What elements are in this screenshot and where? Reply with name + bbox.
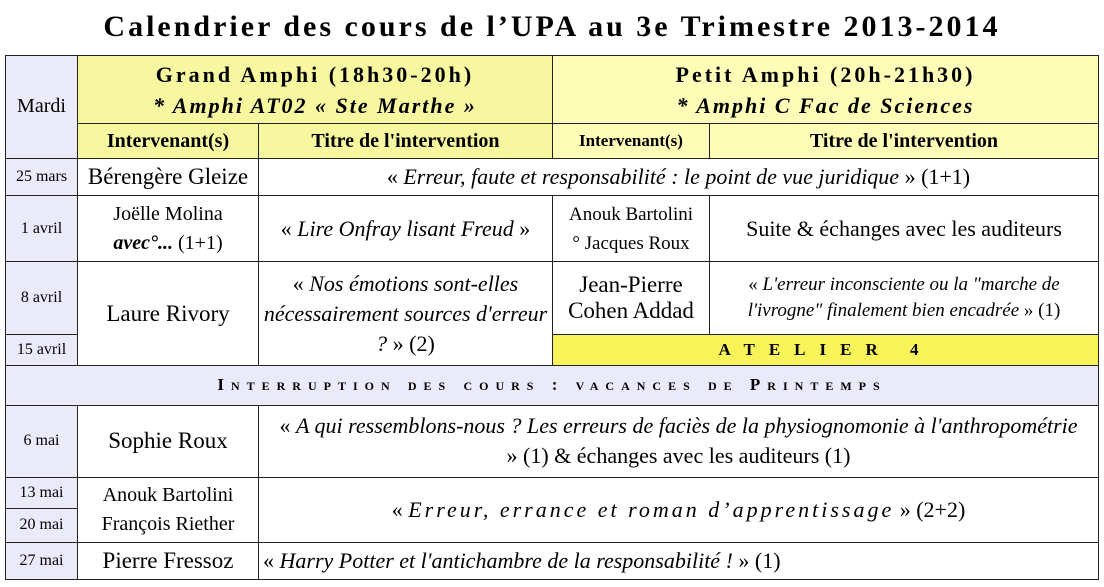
- talk-title: A qui ressemblons-nous ? Les erreurs de faciès de la physiognomonie à l'anthropométrie: [295, 413, 1078, 439]
- row-speaker: Bérengère Gleize: [78, 158, 259, 195]
- row-speaker: [78, 478, 259, 542]
- row-date: 13 mai: [6, 478, 78, 509]
- row-date: 8 avril: [6, 262, 78, 335]
- table-row: [6, 158, 1099, 195]
- row-date: 27 mai: [6, 542, 78, 579]
- petit-speaker-2: Cohen Addad: [568, 298, 694, 324]
- schedule-table: [5, 55, 1099, 580]
- petit-amphi-name: Petit Amphi (20h-21h30): [675, 61, 976, 87]
- petit-speaker: [553, 196, 710, 262]
- petit-title: Suite & échanges avec les auditeurs: [710, 196, 1099, 262]
- quote-open: «: [748, 274, 763, 296]
- row-date: 6 mai: [6, 405, 78, 478]
- row-title: [259, 196, 553, 262]
- atelier-banner: ATELIER 4: [553, 335, 1099, 366]
- row-title: [259, 158, 1099, 195]
- quote-close: »: [513, 215, 531, 241]
- quote-close: » (2+2): [894, 496, 966, 522]
- table-row: [6, 196, 1099, 262]
- row-date: 20 mai: [6, 509, 78, 542]
- petit-speaker: [553, 262, 710, 335]
- vacation-row: [6, 366, 1099, 405]
- table-row: [6, 262, 1099, 335]
- row-speaker: Sophie Roux: [78, 405, 259, 478]
- petit-speaker-1: Jean-Pierre: [579, 272, 683, 298]
- row-title: [259, 262, 553, 366]
- talk-title: Erreur, faute et responsabilité : le point de vue juridique: [403, 163, 900, 189]
- quote-open: «: [263, 547, 280, 573]
- talk-title: L'erreur inconsciente ou la "marche de l'ivrogne" finalement bien encadrée: [747, 274, 1060, 322]
- row-date: 1 avril: [6, 196, 78, 262]
- day-label: Mardi: [6, 56, 78, 159]
- quote-close: » (1) & échanges avec les auditeurs (1): [506, 443, 851, 469]
- row-speaker: [78, 196, 259, 262]
- row-title: [259, 478, 1099, 542]
- row-date: 15 avril: [6, 335, 78, 366]
- quote-close: » (2): [387, 330, 435, 356]
- quote-close: » (1): [732, 547, 781, 573]
- quote-open: «: [386, 163, 404, 189]
- petit-speaker-1: Anouk Bartolini: [568, 203, 694, 225]
- quote-close: » (1+1): [899, 163, 971, 189]
- talk-title: Harry Potter et l'antichambre de la responsabilité !: [279, 547, 733, 573]
- quote-open: «: [280, 215, 298, 241]
- grand-amphi-header: [78, 56, 553, 124]
- column-header-row: [6, 124, 1099, 158]
- petit-speakers-header: Intervenant(s): [553, 124, 710, 158]
- talk-title: Nos émotions sont-elles nécessairement sources d'erreur ?: [263, 270, 548, 356]
- table-row: [6, 478, 1099, 509]
- grand-title-header: Titre de l'intervention: [259, 124, 553, 158]
- grand-amphi-location: * Amphi AT02 « Ste Marthe »: [153, 92, 477, 118]
- row-title: [259, 542, 1099, 579]
- petit-speaker-2: ° Jacques Roux: [572, 232, 690, 254]
- table-row: [6, 542, 1099, 579]
- grand-amphi-name: Grand Amphi (18h30-20h): [155, 61, 475, 87]
- quote-open: «: [391, 496, 409, 522]
- grand-speakers-header: Intervenant(s): [78, 124, 259, 158]
- quote-open: «: [279, 413, 296, 439]
- page-title: Calendrier des cours de l’UPA au 3e Trimestre 2013-2014: [103, 10, 1001, 43]
- row-title: [259, 405, 1099, 478]
- vacation-banner: Interruption des cours : vacances de Printemps: [6, 366, 1099, 405]
- petit-title: [710, 262, 1099, 335]
- petit-title-header: Titre de l'intervention: [710, 124, 1099, 158]
- speaker-name: François Riether: [101, 512, 235, 535]
- speaker-avec: avec°... (1+1): [113, 231, 223, 254]
- petit-amphi-location: * Amphi C Fac de Sciences: [676, 92, 975, 118]
- header-row: [6, 56, 1099, 124]
- row-date: 25 mars: [6, 158, 78, 195]
- row-speaker: Pierre Fressoz: [78, 542, 259, 579]
- petit-amphi-header: [553, 56, 1099, 124]
- quote-open: «: [292, 270, 310, 296]
- talk-title: Lire Onfray lisant Freud: [297, 215, 514, 241]
- speaker-name: Joëlle Molina: [113, 202, 223, 225]
- talk-title: Erreur, errance et roman d’apprentissage: [408, 496, 895, 522]
- row-speaker: Laure Rivory: [78, 262, 259, 366]
- quote-close: » (1): [1019, 300, 1061, 322]
- table-row: [6, 405, 1099, 478]
- speaker-name: Anouk Bartolini: [102, 483, 234, 506]
